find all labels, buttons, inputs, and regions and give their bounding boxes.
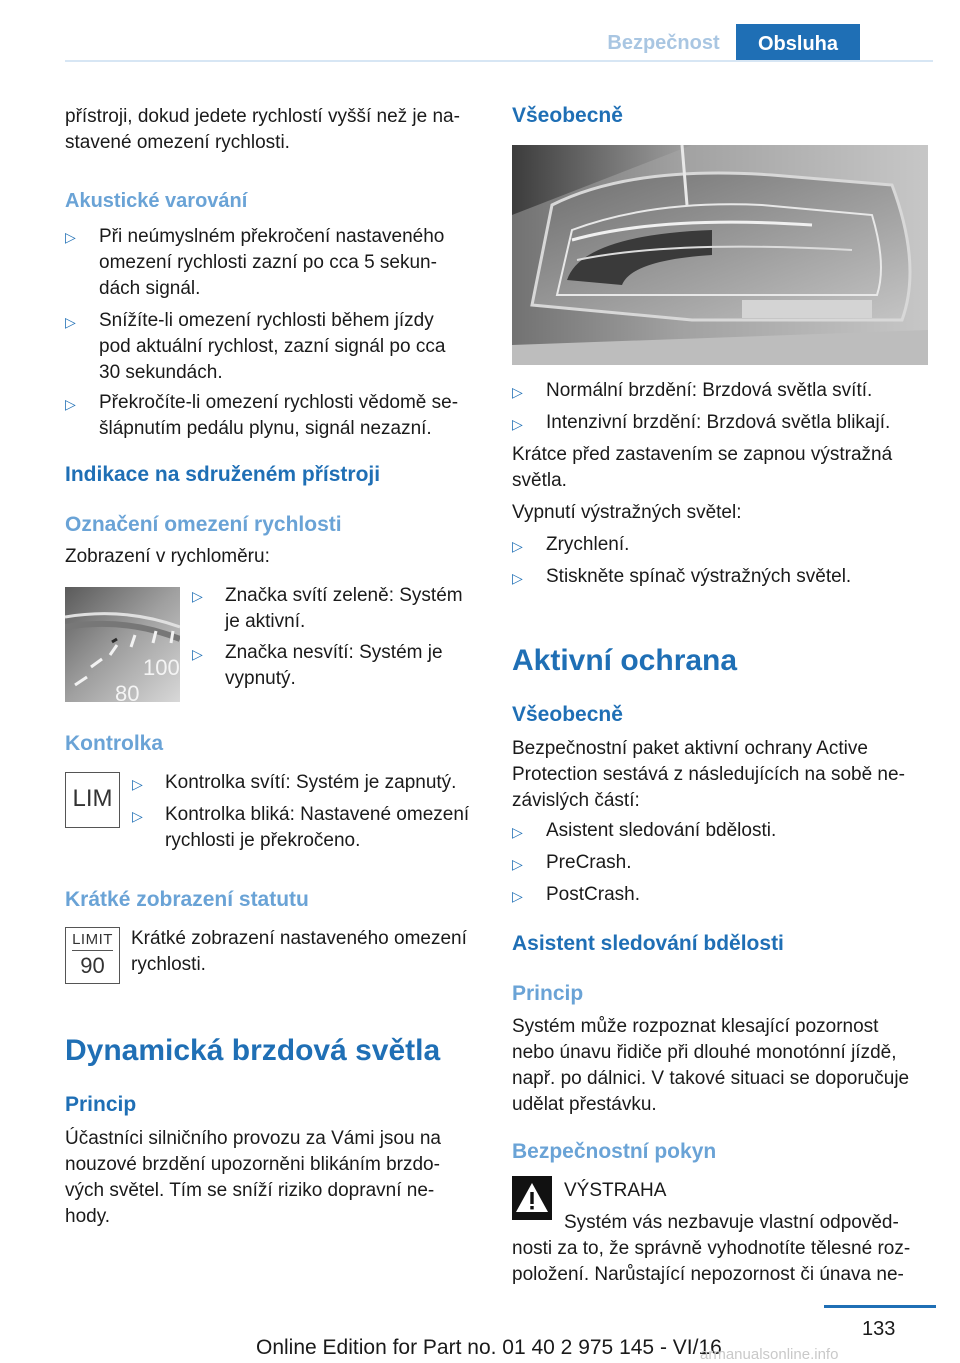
before-stop-line-2: světla.	[512, 470, 567, 491]
speedo-number-100: 100	[143, 655, 180, 680]
principle-heading: Princip	[65, 1093, 137, 1116]
lim-indicator-icon	[65, 772, 120, 828]
bullet-triangle-icon: ▷	[512, 570, 523, 586]
bullet-triangle-icon: ▷	[512, 538, 523, 554]
package-item-3: PostCrash.	[546, 884, 640, 905]
warning-line-2: nosti za to, že správně vyhodnotíte tělesné roz-	[512, 1238, 911, 1259]
package-line-3: závislých částí:	[512, 790, 640, 811]
warning-line-3: položení. Narůstající nepozornost či únava ne-	[512, 1264, 904, 1285]
limit-icon-bottom: 90	[80, 953, 105, 978]
general-heading: Všeobecně	[512, 104, 623, 127]
switch-off-item-1: Zrychlení.	[546, 534, 630, 555]
principle2-line-4: udělat přestávku.	[512, 1094, 657, 1115]
speedometer-image	[65, 587, 180, 702]
speedo-label: Zobrazení v rychloměru:	[65, 546, 270, 567]
marking-item-2-line-2: vypnutý.	[225, 668, 296, 689]
bullet-triangle-icon: ▷	[65, 314, 76, 330]
bullet-triangle-icon: ▷	[512, 384, 523, 400]
indication-heading: Indikace na sdruženém přístroji	[65, 463, 381, 486]
package-line-2: Protection sestává z následujících na sobě ne-	[512, 764, 905, 785]
principle2-line-1: Systém může rozpoznat klesající pozornost	[512, 1016, 879, 1037]
brake-lights-heading: Dynamická brzdová světla	[65, 1034, 441, 1067]
bullet-triangle-icon: ▷	[512, 416, 523, 432]
switch-off-label: Vypnutí výstražných světel:	[512, 502, 742, 523]
marking-item-1-line-2: je aktivní.	[225, 611, 306, 632]
bullet-triangle-icon: ▷	[512, 856, 523, 872]
bullet-triangle-icon: ▷	[132, 808, 143, 824]
acoustic-item-3-line-2: šlápnutím pedálu plynu, signál nezazní.	[99, 418, 432, 439]
principle2-line-2: nebo únavu řidiče při dlouhé monotónní jízdě,	[512, 1042, 897, 1063]
status-line-2: rychlosti.	[131, 954, 206, 975]
brake-item-2: Intenzivní brzdění: Brzdová světla blikají.	[546, 412, 891, 433]
acoustic-item-1-line-1: Při neúmyslném překročení nastaveného	[99, 226, 445, 247]
bullet-triangle-icon: ▷	[132, 776, 143, 792]
limit-icon-divider	[72, 950, 113, 951]
limit-90-icon	[65, 927, 120, 984]
package-line-1: Bezpečnostní paket aktivní ochrany Active	[512, 738, 868, 759]
attention-assistant-heading: Asistent sledování bdělosti	[512, 932, 784, 955]
acoustic-item-1-line-3: dách signál.	[99, 278, 201, 299]
marking-item-1-line-1: Značka svítí zeleně: Systém	[225, 585, 463, 606]
speedo-number-80: 80	[115, 681, 140, 702]
warning-title: VÝSTRAHA	[564, 1180, 667, 1201]
bullet-triangle-icon: ▷	[192, 588, 203, 604]
principle-line-4: hody.	[65, 1206, 111, 1227]
safety-note-heading: Bezpečnostní pokyn	[512, 1140, 717, 1163]
acoustic-item-2-line-3: 30 sekundách.	[99, 362, 223, 383]
status-line-1: Krátké zobrazení nastaveného omezení	[131, 928, 467, 949]
acoustic-item-3-line-1: Překročíte-li omezení rychlosti vědomě se-	[99, 392, 459, 413]
acoustic-item-2-line-1: Snížíte-li omezení rychlosti během jízdy	[99, 310, 434, 331]
page-number: 133	[862, 1318, 896, 1340]
lamp-heading: Kontrolka	[65, 732, 164, 755]
principle2-line-3: např. po dálnici. V takové situaci se doporučuje	[512, 1068, 910, 1089]
lim-icon-text: LIM	[72, 785, 113, 812]
watermark: armanualsonline.info	[700, 1346, 839, 1363]
bullet-triangle-icon: ▷	[65, 229, 76, 245]
acoustic-item-1-line-2: omezení rychlosti zazní po cca 5 sekun-	[99, 252, 437, 273]
lamp-item-2-line-1: Kontrolka bliká: Nastavené omezení	[165, 804, 470, 825]
limit-icon-top: LIMIT	[72, 931, 113, 948]
before-stop-line-1: Krátce před zastavením se zapnou výstražná	[512, 444, 893, 465]
package-item-2: PreCrash.	[546, 852, 632, 873]
lamp-item-1: Kontrolka svítí: Systém je zapnutý.	[165, 772, 457, 793]
tab-bezpecnost[interactable]: Bezpečnost	[607, 32, 720, 54]
footer-edition: Online Edition for Part no. 01 40 2 975 145 - VI/16	[256, 1336, 722, 1359]
footer-rule	[824, 1305, 936, 1308]
marking-item-2-line-1: Značka nesvítí: Systém je	[225, 642, 443, 663]
bullet-triangle-icon: ▷	[192, 646, 203, 662]
marking-heading: Označení omezení rychlosti	[65, 513, 342, 536]
intro-line-1: přístroji, dokud jedete rychlostí vyšší než je na-	[65, 106, 460, 127]
status-heading: Krátké zobrazení statutu	[65, 888, 309, 911]
switch-off-item-2: Stiskněte spínač výstražných světel.	[546, 566, 852, 587]
package-item-1: Asistent sledování bdělosti.	[546, 820, 777, 841]
bullet-triangle-icon: ▷	[65, 396, 76, 412]
acoustic-heading: Akustické varování	[65, 190, 248, 212]
active-protection-heading: Aktivní ochrana	[512, 644, 738, 677]
principle-line-2: nouzové brzdění upozorněni blikáním brzdo-	[65, 1154, 440, 1175]
warning-line-1: Systém vás nezbavuje vlastní odpověd-	[564, 1212, 899, 1233]
principle-line-1: Účastníci silničního provozu za Vámi jsou na	[65, 1128, 441, 1149]
tab-obsluha[interactable]: Obsluha	[736, 24, 860, 62]
general2-heading: Všeobecně	[512, 703, 623, 726]
lamp-item-2-line-2: rychlosti je překročeno.	[165, 830, 361, 851]
principle2-heading: Princip	[512, 982, 584, 1005]
acoustic-item-2-line-2: pod aktuální rychlost, zazní signál po cca	[99, 336, 446, 357]
brake-item-1: Normální brzdění: Brzdová světla svítí.	[546, 380, 873, 401]
header-rule	[65, 60, 933, 62]
bullet-triangle-icon: ▷	[512, 888, 523, 904]
principle-line-3: vých světel. Tím se sníží riziko dopravní ne-	[65, 1180, 435, 1201]
bullet-triangle-icon: ▷	[512, 824, 523, 840]
tail-light-image	[512, 145, 928, 365]
intro-line-2: stavené omezení rychlosti.	[65, 132, 290, 153]
warning-icon	[512, 1176, 552, 1220]
